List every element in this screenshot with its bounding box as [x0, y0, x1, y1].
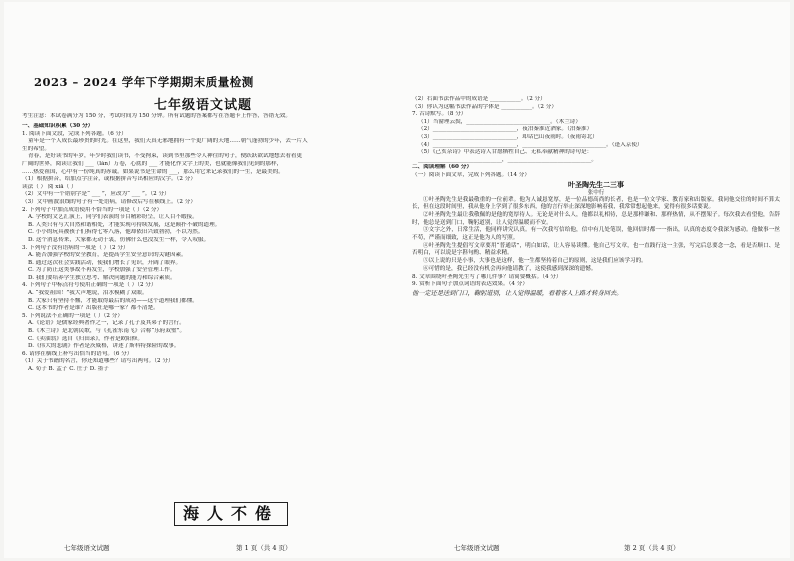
quoted-sentence: 他一定还是送到门口，鞠躬道别，让人觉得温暖，看着客人上路才转身回去。 [412, 289, 623, 297]
passage-paragraph: ①叶圣陶先生是我最敬重的一位前辈。他为人诚恳宽厚，是一位品德高尚的长者，也是一位文学家、教育家和出版家。我同他交往的时间不算太长，但在这段时间里，我从他身上学到了很多东西，他的言行举止深深地影响着我，我常常想起他来，觉得有很多话要说。 [412, 196, 780, 211]
text-line: ……热爱祖国，心中有一份纯真的赤诚。如果说书是生命的 ___，那么用它来记录我们的一生，是最美的。 [22, 168, 284, 175]
passage-paragraph: ③文字之外，日常生活，他同样讲究认真。有一次我写信给他，信中有几处笔误，他回信时都一一指出，认真的态度令我深为感动。他做事一丝不苟，严谨而细致，这正是他为人的写照。 [412, 227, 780, 242]
option-line: B. 人类只有与大自然和谐相处，才能实现可持续发展，这是颠扑不破的道理。 [28, 221, 221, 228]
text-line: 生的希望。 [22, 145, 50, 152]
option-line: A. “我爱祖国！”我大声地说，泪水模糊了双眼。 [28, 290, 148, 297]
poem-blank-line: （4）______________________________，______________________________。（逢入京使） [418, 141, 643, 148]
exam-notice: 考生注意：本试卷满分为 150 分，考试时间为 150 分钟。所有试题的答案都写在答题卡上作答，答错无效。 [22, 113, 291, 119]
option-line: A.《论语》是儒家经典著作之一，记录了孔子及其弟子的言行。 [28, 320, 185, 327]
poem-blank-line: （2）______________________________，夜泊秦淮近酒家。（泊秦淮） [418, 126, 593, 133]
question-line: 读法（ ） 阅 xiā（ ） [22, 183, 77, 190]
exam-title: 2023 – 2024 学年下学期期末质量检测 [34, 75, 254, 89]
poem-blank-line: （3）______________________________，却话巴山夜雨时。（夜雨寄北） [418, 133, 598, 140]
question-line: （3）文中画波浪线的句子有一处语病，请修改后写在横线上。（2 分） [22, 198, 196, 205]
sub-title: 七年级语文试题 [154, 98, 253, 113]
question-line: 5. 下列说法不正确的一项是（ ）（2 分） [22, 312, 123, 319]
footer-left-title: 七年级语文试题 [64, 544, 110, 552]
text-line: 童年是一个人成长最珍贵的时光。在这里，我们天真无邪地拥有一个更广阔的天地……朝气蓬勃的少年，去一片人 [28, 138, 308, 145]
option-line: C. 这本书的作者是谁？出版社是哪一家？都不清楚。 [28, 305, 159, 312]
option-line: C. 小小的玩具被孩子们拆得七零八落，他却依旧兴致勃勃，不以为然。 [28, 229, 204, 236]
question-line: 4. 下列句子中标点符号使用正确的一项是（ ）（2 分） [22, 282, 157, 289]
question-line: 1. 阅读下面文段，完成下列各题。（6 分） [22, 130, 127, 137]
poem-blank-line: （5）《己亥杂诗》中表达诗人甘愿牺牲自己、无私奉献精神的诗句是： [418, 149, 593, 156]
question-line: 7. 古诗默写。（8 分） [412, 111, 467, 118]
option-line: B.《木兰诗》是北朝民歌，与《孔雀东南飞》合称“乐府双璧”。 [28, 328, 186, 335]
footer-left-page: 第 1 页（共 4 页） [236, 544, 292, 552]
option-line: B. 通过这次社会实践活动，使我们增长了见识，开阔了眼界。 [28, 259, 182, 266]
exam-sheet [4, 2, 790, 558]
passage-paragraph: ④叶圣陶先生提倡写文章要用“普通话”，明白如话，让人容易读懂。他自己写文章，也一直践行这一主张，写完后总要念一念，看是否顺口、是否明白，可以说是字斟句酌、精益求精。 [412, 242, 780, 257]
question-line: 8. 文章围绕叶圣陶先生写了哪几件事？请简要概括。（4 分） [412, 273, 562, 280]
passage-paragraph: ②叶圣陶先生最让我敬佩的是他的宽厚待人。无论是对什么人，他都以礼相待，总是那样谦和、那样热情，从不摆架子。每次我去看望他，告辞时，他总是送到门口，鞠躬道别，让人觉得温暖而不安。 [412, 211, 780, 226]
option-line: B. 大家只有坚持不懈，才能取得最后的成功——这个道理我们都懂。 [28, 297, 198, 304]
footer-right-page: 第 2 页（共 4 页） [624, 544, 680, 552]
option-line: A. 学校的文艺汇演上，同学们表演的节目精彩纷呈，让人目不暇接。 [28, 214, 198, 221]
calligraphy-seal: 海人不倦 [174, 502, 288, 526]
text-line: 青春，是好读书的年岁，年少时我们读书，不受拘束，读到书里那些令人神往的句子，便跃跃欲试地想去看看更 [28, 153, 303, 160]
question-line: 6. 请你在横线上补写出恰当的语句。（6 分） [22, 350, 133, 357]
poem-blank-line: （1）当窗理云鬓，______________________________。（木兰诗） [418, 118, 581, 125]
question-line: （一）阅读下面文章，完成下列各题。（14 分） [412, 171, 530, 178]
option-line: C. 为了防止这类事故不再发生，学校加强了安全管理工作。 [28, 267, 176, 274]
question-line: （1）根据拼音，给加点字注音，或根据拼音写出相应的汉字。（2 分） [22, 176, 196, 183]
passage-author: 张中行 [587, 189, 605, 196]
option-line: A. 能否加强学校的安全教育，是提高学生安全意识的关键因素。 [28, 252, 187, 259]
passage-paragraph: ⑤以上说的只是小事，大事也是这样，他一生都坚持着自己的原则，这是我们应该学习的。 [423, 258, 647, 265]
question-line: 2. 下列句子中加点成语使用不恰当的一项是（ ）（2 分） [22, 206, 163, 213]
option-line: A. 荀子 B. 孟子 C. 庄子 D. 墨子 [28, 366, 109, 372]
option-line: D. 我们要培养学生独立思考、解决问题的能力和综合素质。 [28, 274, 176, 281]
question-line: 3. 下列句子没有语病的一项是（ ）（2 分） [22, 244, 129, 251]
question-line: （2）文中有一个错别字是“ ___ ”，应改为“ ___ ”。（2 分） [22, 191, 170, 198]
option-line: D.《伟大的悲剧》作者是茨威格，讲述了斯科特探险的故事。 [28, 343, 180, 350]
passage-title: 叶圣陶先生二三事 [568, 179, 624, 189]
footer-right-title: 七年级语文试题 [454, 544, 500, 552]
question-line: （3）你认为这幅书法作品的字体是 ___________。（2 分） [412, 103, 557, 110]
question-line: 9. 赏析下面句子加点词语的表达效果。（4 分） [412, 281, 528, 288]
right-column [412, 96, 780, 298]
section-heading: 一、基础知识积累（30 分） [22, 123, 94, 129]
question-line: （2）右面书法作品中的成语是 ___________。（2 分） [412, 96, 546, 102]
passage-paragraph: ⑥可惜的是，我已经没有机会再向他请教了，这使我感到深深的遗憾。 [423, 265, 597, 272]
option-line: C.《卖油翁》选自《归田录》，作者是欧阳修。 [28, 335, 143, 342]
poem-blank-line: ______________________________，______________________________。 [418, 156, 598, 163]
section-heading: 二、阅读理解（60 分） [412, 164, 473, 171]
left-column [22, 123, 394, 374]
text-line: 广阔的世界，阅读让我们 ___（lǎn）万卷，心底的 ___ 才能化作文字上的美，也就能像我们见到的那样， [22, 160, 283, 167]
question-line: （1）关于书籍的名言，你还知道哪些？请写出两句。（2 分） [22, 358, 174, 365]
option-line: D. 这个消息传来，大家都无动于衷，仿佛什么也没发生一样，令人叹服。 [28, 236, 210, 243]
